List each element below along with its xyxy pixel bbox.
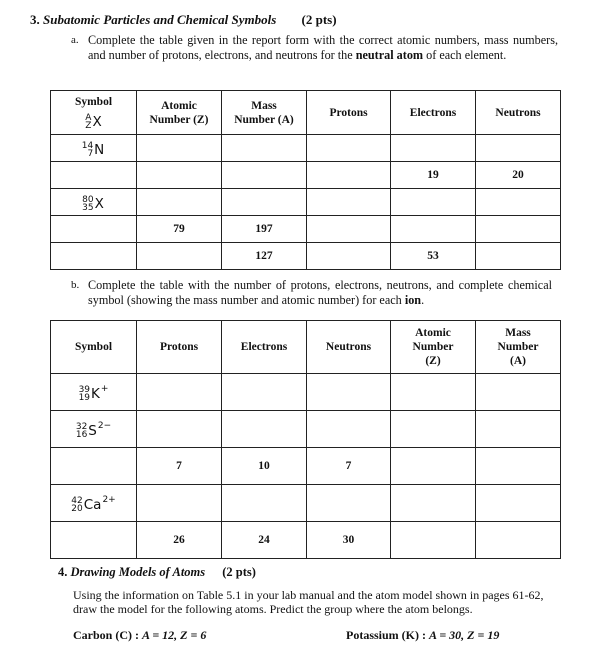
- electrons-cell: [391, 189, 476, 216]
- element-symbol: X: [94, 196, 104, 212]
- header-protons: Protons: [307, 91, 391, 135]
- electrons-cell: [222, 485, 307, 522]
- header-mass-number: [476, 321, 561, 374]
- question-3-points: (2 pts): [301, 12, 337, 27]
- symbol-cell: [51, 522, 137, 559]
- header-atomic-number: [391, 321, 476, 374]
- question-3-number: 3.: [30, 12, 40, 27]
- header-mass-l2: Number: [497, 341, 539, 353]
- element-symbol: S: [88, 423, 97, 439]
- atomic-number: 19: [78, 393, 91, 403]
- question-4-points: (2 pts): [222, 565, 256, 579]
- atomic-number: 35: [82, 203, 94, 213]
- neutrons-cell: [307, 374, 391, 411]
- mass-number-cell: [222, 162, 307, 189]
- mass-number-cell: [222, 135, 307, 162]
- atomic-number: 16: [75, 430, 88, 440]
- header-neutrons: Neutrons: [307, 321, 391, 374]
- header-symbol: [51, 91, 137, 135]
- header-protons: Protons: [137, 321, 222, 374]
- mass-number-cell: [476, 411, 561, 448]
- carbon-values: A = 12, Z = 6: [142, 628, 207, 642]
- electrons-cell: [391, 216, 476, 243]
- neutrons-cell: [307, 411, 391, 448]
- element-symbol: Ca: [83, 497, 102, 513]
- part-b-bold: ion: [404, 293, 422, 307]
- carbon-example: [73, 628, 206, 643]
- header-atomic-l3: (Z): [425, 355, 441, 367]
- ion-table: [50, 320, 561, 559]
- header-electrons: Electrons: [222, 321, 307, 374]
- table-header-row: [51, 321, 561, 374]
- electrons-cell: [222, 374, 307, 411]
- ion-charge: 2−: [97, 421, 112, 431]
- part-b-text: Complete the table with the number of protons, electrons, neutrons, and complete chemical symbol (showing the mass number and atomic number) for each: [88, 278, 552, 307]
- header-mass-l1: Mass: [505, 327, 531, 339]
- atomic-number-cell: [391, 485, 476, 522]
- header-atomic-l2: Number: [412, 341, 454, 353]
- protons-cell: [137, 485, 222, 522]
- protons-cell: [307, 135, 391, 162]
- question-3-title: [30, 12, 337, 28]
- potassium-name: Potassium (K) :: [346, 628, 429, 642]
- symbol-cell: [51, 189, 137, 216]
- electrons-cell: [222, 411, 307, 448]
- atomic-number-cell: [391, 411, 476, 448]
- atomic-number-cell: [137, 135, 222, 162]
- nuclide-symbol: [82, 196, 105, 212]
- electrons-cell: [391, 135, 476, 162]
- mass-number: 39: [78, 385, 91, 395]
- ion-charge: +: [100, 384, 109, 394]
- neutrons-cell: 7: [307, 448, 391, 485]
- header-mass-l2: Number (A): [234, 113, 294, 126]
- header-mass-number: [222, 91, 307, 135]
- atomic-number-cell: [137, 243, 222, 270]
- protons-cell: [137, 411, 222, 448]
- table-row: [51, 162, 561, 189]
- table-row: [51, 522, 561, 559]
- table-row: [51, 448, 561, 485]
- generic-symbol: X: [92, 114, 102, 130]
- symbol-cell: [51, 448, 137, 485]
- table-row: [51, 485, 561, 522]
- mass-number-cell: [476, 448, 561, 485]
- protons-cell: [307, 162, 391, 189]
- part-a-bold: neutral atom: [355, 48, 424, 62]
- header-atomic-l1: Atomic: [161, 99, 197, 112]
- neutral-atom-table: [50, 90, 561, 270]
- question-4-heading: Drawing Models of Atoms: [70, 565, 206, 579]
- protons-cell: 26: [137, 522, 222, 559]
- neutrons-cell: 20: [476, 162, 561, 189]
- header-atomic-l1: Atomic: [415, 327, 451, 339]
- mass-number-cell: [476, 485, 561, 522]
- mass-number-cell: 197: [222, 216, 307, 243]
- part-a-instructions: [71, 33, 558, 63]
- atomic-number-cell: [391, 448, 476, 485]
- symbol-cell: [51, 411, 137, 448]
- atomic-number: 7: [87, 149, 94, 159]
- symbol-cell: [51, 135, 137, 162]
- part-a-label: a.: [71, 34, 79, 46]
- element-symbol: K: [91, 386, 100, 402]
- nuclide-symbol: [82, 142, 106, 158]
- atomic-number-cell: [391, 374, 476, 411]
- mass-number-cell: 127: [222, 243, 307, 270]
- neutrons-cell: [476, 189, 561, 216]
- nuclide-symbol: [76, 423, 111, 439]
- atomic-number: 20: [71, 504, 83, 514]
- generic-mass: A: [85, 113, 92, 123]
- nuclide-symbol: [71, 497, 115, 513]
- ion-charge: 2+: [102, 495, 116, 505]
- mass-number: 14: [81, 141, 94, 151]
- part-a-text-end: of each element.: [423, 48, 507, 62]
- header-atomic-l2: Number (Z): [149, 113, 209, 126]
- electrons-cell: 24: [222, 522, 307, 559]
- nuclide-symbol: [79, 386, 109, 402]
- atomic-number-cell: 79: [137, 216, 222, 243]
- neutrons-cell: [476, 135, 561, 162]
- protons-cell: [307, 216, 391, 243]
- potassium-values: A = 30, Z = 19: [429, 628, 500, 642]
- protons-cell: [307, 243, 391, 270]
- table-row: [51, 216, 561, 243]
- question-3-heading: Subatomic Particles and Chemical Symbols: [43, 12, 277, 27]
- symbol-cell: [51, 162, 137, 189]
- table-row: [51, 135, 561, 162]
- mass-number: 32: [75, 422, 88, 432]
- atomic-number-cell: [137, 162, 222, 189]
- electrons-cell: 19: [391, 162, 476, 189]
- table-header-row: [51, 91, 561, 135]
- part-b-label: b.: [71, 279, 80, 291]
- table-row: [51, 189, 561, 216]
- electrons-cell: 10: [222, 448, 307, 485]
- neutrons-cell: [307, 485, 391, 522]
- part-b-text-end: .: [421, 293, 425, 307]
- header-mass-l3: (A): [510, 355, 526, 367]
- table-row: [51, 411, 561, 448]
- protons-cell: 7: [137, 448, 222, 485]
- carbon-name: Carbon (C) :: [73, 628, 142, 642]
- atomic-number-cell: [137, 189, 222, 216]
- mass-number: 42: [71, 496, 83, 506]
- question-4-number: 4.: [58, 565, 68, 579]
- symbol-cell: [51, 485, 137, 522]
- mass-number-cell: [222, 189, 307, 216]
- symbol-cell: [51, 243, 137, 270]
- table-row: [51, 374, 561, 411]
- header-electrons: Electrons: [391, 91, 476, 135]
- protons-cell: [307, 189, 391, 216]
- question-4-body: Using the information on Table 5.1 in your lab manual and the atom model shown in pages 61-62, draw the model for the following atoms. Predict the group where the atom belongs.: [73, 588, 544, 616]
- protons-cell: [137, 374, 222, 411]
- part-b-instructions: [71, 278, 552, 308]
- header-neutrons: Neutrons: [476, 91, 561, 135]
- header-symbol-label: Symbol: [74, 96, 113, 108]
- atomic-number-cell: [391, 522, 476, 559]
- table-row: [51, 243, 561, 270]
- symbol-cell: [51, 374, 137, 411]
- question-4-title: [58, 565, 256, 580]
- header-atomic-number: [137, 91, 222, 135]
- neutrons-cell: 30: [307, 522, 391, 559]
- mass-number-cell: [476, 522, 561, 559]
- electrons-cell: 53: [391, 243, 476, 270]
- neutrons-cell: [476, 216, 561, 243]
- symbol-cell: [51, 216, 137, 243]
- generic-atomic: Z: [85, 121, 92, 131]
- neutrons-cell: [476, 243, 561, 270]
- potassium-example: [346, 628, 499, 643]
- element-symbol: N: [94, 142, 105, 158]
- mass-number-cell: [476, 374, 561, 411]
- mass-number: 80: [82, 195, 94, 205]
- header-symbol: Symbol: [51, 321, 137, 374]
- generic-nuclide-symbol: [85, 114, 101, 130]
- header-mass-l1: Mass: [251, 99, 277, 112]
- part-a-text: Complete the table given in the report form with the correct atomic numbers, mass numbers, and number of protons, electrons, and neutrons for the: [88, 33, 558, 62]
